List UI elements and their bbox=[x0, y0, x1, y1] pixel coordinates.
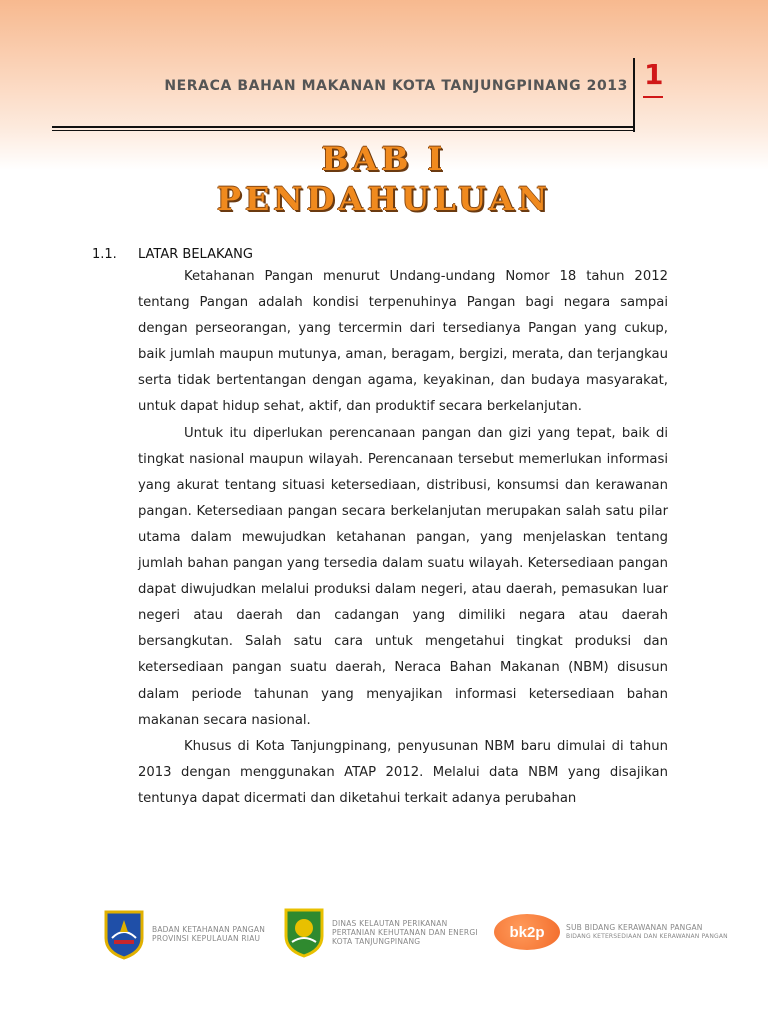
body-text bbox=[138, 264, 668, 812]
logo1-line2: PROVINSI KEPULAUAN RIAU bbox=[152, 934, 261, 943]
logo-bk2p bbox=[494, 914, 728, 950]
header-rule-thin bbox=[52, 130, 634, 131]
footer-logos bbox=[0, 900, 768, 970]
section-number: 1.1. bbox=[92, 247, 117, 262]
chapter-title: PENDAHULUAN bbox=[216, 180, 552, 218]
paragraph: Khusus di Kota Tanjungpinang, penyusunan NBM baru dimulai di tahun 2013 dengan menggunakan ATAP 2012. Melalui data NBM yang disajikan tentunya dapat dicermati dan diketahui terkait adanya perubahan bbox=[138, 738, 668, 806]
logo3-line1: SUB BIDANG KERAWANAN PANGAN bbox=[566, 923, 703, 932]
bk2p-badge-text: bk2p bbox=[509, 923, 545, 941]
paragraph: Untuk itu diperlukan perencanaan pangan dan gizi yang tepat, baik di tingkat nasional maupun wilayah. Perencanaan tersebut memerlukan informasi yang akurat tentang situasi ketersediaan, distribusi, konsumsi dan kerawanan pangan. Ketersediaan pangan secara berkelanjutan merupakan salah satu pilar utama dalam mewujudkan ketahanan pangan, yang menjelaskan tentang jumlah bahan pangan yang tersedia dalam suatu wilayah. Ketersediaan pangan dapat diwujudkan melalui produksi dalam negeri, atau daerah, pemasukan luar negeri atau daerah dan cadangan yang dimiliki negara atau daerah bersangkutan. Salah satu cara untuk mengetahui tingkat produksi dan ketersediaan pangan suatu daerah, Neraca Bahan Makanan (NBM) disusun dalam periode tahunan yang menyajikan informasi ketersediaan bahan makanan secara nasional. bbox=[138, 425, 668, 728]
paragraph: Ketahanan Pangan menurut Undang-undang Nomor 18 tahun 2012 tentang Pangan adalah kondisi terpenuhinya Pangan bagi negara sampai dengan perseorangan, yang tercermin dari tersedianya Pangan yang cukup, baik jumlah maupun mutunya, aman, beragam, bergizi, merata, dan terjangkau serta tidak bertentangan dengan agama, keyakinan, dan budaya masyarakat, untuk dapat hidup sehat, aktif, dan produktif secara berkelanjutan. bbox=[138, 269, 668, 415]
page-number: 1 bbox=[644, 58, 664, 91]
running-header-title: NERACA BAHAN MAKANAN KOTA TANJUNGPINANG 2013 bbox=[164, 78, 628, 94]
bk2p-badge-icon bbox=[494, 914, 560, 950]
logo2-line1: DINAS KELAUTAN PERIKANAN bbox=[332, 918, 448, 928]
logo2-line2: PERTANIAN KEHUTANAN DAN ENERGI bbox=[332, 927, 478, 937]
logo1-line1: BADAN KETAHANAN PANGAN bbox=[152, 925, 266, 934]
logo-bkp-kepri bbox=[102, 908, 265, 960]
header-divider-vertical bbox=[633, 58, 635, 132]
province-emblem-icon bbox=[102, 908, 146, 960]
logo3-line2: BIDANG KETERSEDIAAN DAN KERAWANAN PANGAN bbox=[566, 933, 728, 940]
page-number-underline bbox=[643, 96, 663, 98]
logo2-line3: KOTA TANJUNGPINANG bbox=[332, 936, 421, 946]
city-emblem-icon bbox=[282, 906, 326, 958]
header-rule bbox=[52, 126, 634, 128]
logo-dkp-tanjungpinang bbox=[282, 906, 478, 958]
section-title: LATAR BELAKANG bbox=[138, 247, 253, 262]
chapter-heading: BAB I bbox=[321, 140, 447, 178]
